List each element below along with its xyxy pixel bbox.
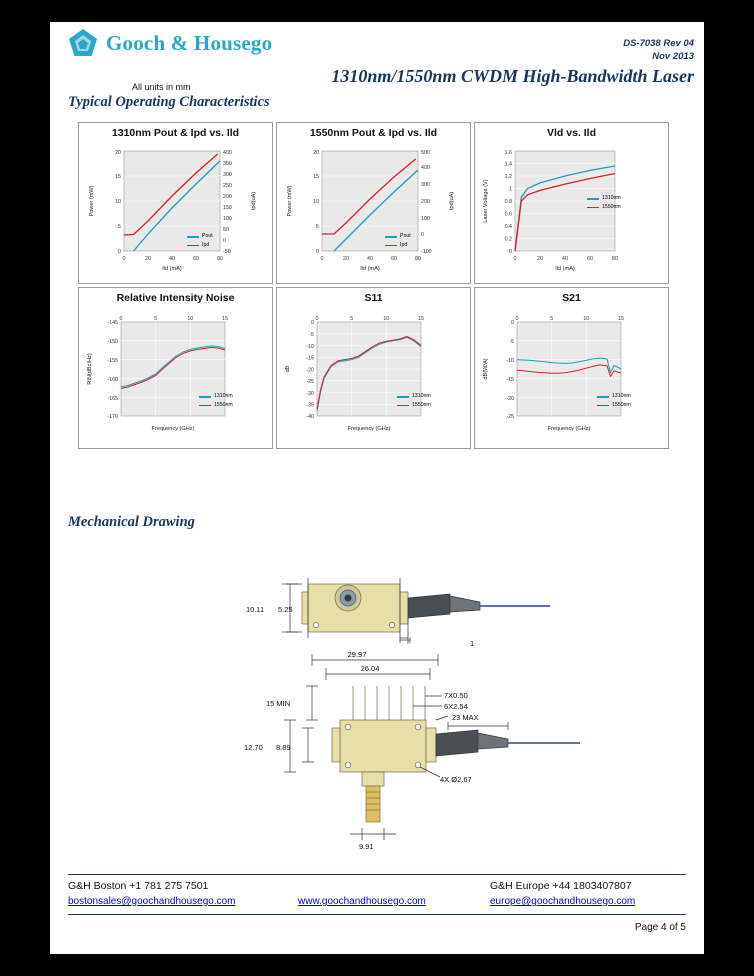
- y-axis-label: dB: [285, 365, 291, 373]
- svg-text:15: 15: [618, 316, 624, 322]
- svg-text:-50: -50: [223, 249, 231, 255]
- svg-text:100: 100: [421, 216, 430, 222]
- svg-text:10: 10: [115, 199, 121, 205]
- chart-legend: [199, 393, 233, 411]
- legend-label: Ipd: [202, 241, 210, 248]
- chart-title: 1550nm Pout & Ipd vs. Ild: [309, 127, 438, 139]
- svg-text:0.4: 0.4: [504, 224, 512, 230]
- chart-card-s21: [474, 287, 669, 449]
- svg-text:10: 10: [383, 316, 390, 322]
- svg-text:40: 40: [562, 256, 568, 262]
- svg-text:-155: -155: [107, 358, 118, 364]
- svg-text:10: 10: [583, 316, 590, 322]
- doc-reference: [623, 38, 694, 64]
- chart-legend: [187, 233, 213, 251]
- svg-text:200: 200: [421, 199, 430, 205]
- svg-text:-170: -170: [107, 414, 118, 420]
- svg-text:0: 0: [311, 320, 314, 326]
- x-axis-label: Frequency (GHz): [547, 426, 591, 432]
- chart-card-1310-pout-ipd: [78, 122, 273, 284]
- svg-text:15: 15: [313, 174, 319, 180]
- dim-10-11-label: 10.11: [246, 605, 265, 614]
- x-axis-label: Frequency (GHz): [151, 426, 195, 432]
- y-axis-label: RIN(dBc/Hz): [87, 353, 93, 385]
- svg-text:-10: -10: [306, 344, 314, 350]
- page-title: 1310nm/1550nm CWDM High-Bandwidth Laser: [331, 66, 694, 86]
- units-note: All units in mm: [132, 82, 191, 92]
- svg-text:20: 20: [313, 150, 319, 156]
- svg-text:15: 15: [115, 174, 121, 180]
- svg-text:15: 15: [418, 316, 424, 322]
- footer-divider-bottom: [68, 914, 686, 915]
- svg-text:60: 60: [587, 256, 593, 262]
- svg-text:5: 5: [550, 316, 554, 322]
- svg-text:500: 500: [421, 150, 430, 156]
- svg-text:200: 200: [223, 194, 232, 200]
- svg-text:60: 60: [391, 256, 397, 262]
- svg-text:0: 0: [122, 256, 126, 262]
- svg-text:50: 50: [223, 227, 229, 233]
- svg-text:20: 20: [145, 256, 151, 262]
- footer-website-link[interactable]: www.goochandhousego.com: [298, 896, 426, 907]
- svg-text:-15: -15: [506, 377, 514, 383]
- chart-plot-area: [475, 141, 668, 282]
- svg-text:10: 10: [187, 316, 194, 322]
- svg-text:20: 20: [537, 256, 543, 262]
- dim-7x0-50-label: 7X0.50: [444, 691, 468, 700]
- dim-6x2-54-label: 6X2.54: [444, 702, 468, 711]
- svg-text:400: 400: [421, 165, 430, 171]
- svg-text:80: 80: [217, 256, 223, 262]
- dim-23-max-label: 23 MAX: [452, 713, 479, 722]
- legend-label: 1310nm: [602, 195, 621, 201]
- svg-text:-30: -30: [306, 391, 314, 397]
- dim-5-25-label: 5.25: [278, 605, 293, 614]
- chart-plot-area: [475, 306, 668, 447]
- svg-text:-35: -35: [306, 402, 314, 409]
- svg-text:-15: -15: [306, 355, 314, 362]
- dim-9-91-label: 9.91: [359, 842, 374, 851]
- chart-legend: [385, 233, 411, 251]
- x-axis-label: Frequency (GHz): [347, 426, 391, 432]
- svg-text:0: 0: [320, 256, 324, 262]
- dim-4x-2-67-label: 4X Ø2.67: [440, 775, 472, 784]
- chart-legend: [597, 393, 631, 411]
- y-axis-label: Laser Voltage (V): [483, 179, 489, 223]
- svg-text:0: 0: [118, 249, 121, 255]
- chart-card-s11: [276, 287, 471, 449]
- section-heading-typical: Typical Operating Characteristics: [68, 94, 270, 110]
- svg-text:5: 5: [154, 316, 158, 322]
- legend-label: Pout: [202, 233, 213, 239]
- chart-plot-area: [79, 306, 272, 447]
- svg-text:0.6: 0.6: [504, 211, 512, 218]
- chart-plot-area: [79, 141, 272, 282]
- y-axis-label: Power (mW): [89, 185, 95, 217]
- x-axis-label: Ild (mA): [360, 266, 380, 272]
- page-number: Page 4 of 5: [634, 922, 686, 933]
- svg-text:350: 350: [223, 161, 232, 167]
- chart-legend: [587, 195, 621, 213]
- legend-label: Pout: [400, 233, 411, 239]
- svg-text:1: 1: [509, 186, 512, 193]
- svg-text:0: 0: [511, 320, 514, 326]
- y-axis-label: dB(W/A): [483, 358, 489, 380]
- svg-text:10: 10: [313, 199, 319, 205]
- legend-label: 1310nm: [214, 393, 233, 399]
- dim-8-89-label: 8.89: [276, 743, 291, 752]
- chart-title: S11: [364, 292, 383, 304]
- chart-card-1550-pout-ipd: [276, 122, 471, 284]
- svg-text:-165: -165: [107, 396, 118, 402]
- chart-card-rin: [78, 287, 273, 449]
- dim-29-97-label: 29.97: [347, 650, 367, 659]
- chart-card-vld-vs-ild: [474, 122, 669, 284]
- svg-text:-25: -25: [506, 414, 514, 420]
- gooch-housego-logo-icon: [68, 28, 98, 58]
- svg-text:100: 100: [223, 216, 232, 222]
- svg-text:1.6: 1.6: [504, 150, 512, 156]
- svg-text:0: 0: [316, 249, 319, 255]
- svg-text:-160: -160: [107, 377, 118, 383]
- chart-plot-area: [277, 306, 470, 447]
- y-axis-label: Power (mW): [287, 185, 293, 217]
- legend-label: 1550nm: [602, 203, 621, 210]
- footer-boston-email-link[interactable]: bostonsales@goochandhousego.com: [68, 896, 236, 907]
- svg-text:5: 5: [118, 224, 121, 230]
- svg-text:400: 400: [223, 150, 232, 156]
- svg-text:0.2: 0.2: [504, 236, 512, 243]
- charts-grid: [78, 122, 674, 452]
- svg-text:150: 150: [223, 205, 232, 211]
- dim-12-70-label: 12.70: [244, 743, 263, 752]
- charts-row-2: [78, 287, 674, 452]
- chart-legend: [397, 393, 431, 411]
- svg-text:5: 5: [316, 224, 319, 230]
- svg-text:-20: -20: [306, 367, 314, 374]
- chart-plot-area: [277, 141, 470, 282]
- svg-text:0.8: 0.8: [504, 199, 512, 205]
- footer-europe-email-link[interactable]: europe@goochandhousego.com: [490, 896, 636, 907]
- svg-text:300: 300: [421, 182, 430, 188]
- chart-title: Relative Intensity Noise: [116, 292, 235, 304]
- svg-text:0: 0: [223, 238, 226, 244]
- svg-text:1.2: 1.2: [504, 174, 512, 180]
- svg-text:-10: -10: [506, 358, 514, 364]
- charts-row-1: [78, 122, 674, 287]
- x-axis-label: Ild (mA): [162, 266, 182, 272]
- dim-26-04-label: 26.04: [360, 664, 380, 673]
- svg-text:250: 250: [223, 183, 232, 189]
- chart-title: 1310nm Pout & Ipd vs. Ild: [111, 127, 240, 139]
- legend-label: 1310nm: [412, 393, 431, 399]
- dim-1-label: 1: [470, 639, 475, 648]
- company-logo: [68, 28, 272, 58]
- legend-label: 1310nm: [612, 393, 631, 399]
- footer-boston: G&H Boston +1 781 275 7501: [68, 880, 209, 892]
- svg-text:1.4: 1.4: [504, 161, 512, 168]
- footer-europe: G&H Europe +44 1803407807: [490, 880, 632, 892]
- legend-label: 1550nm: [214, 401, 233, 408]
- y2-axis-label: Ipd(uA): [251, 191, 257, 211]
- svg-text:-20: -20: [506, 396, 514, 402]
- document-page: [50, 22, 704, 954]
- svg-text:40: 40: [367, 256, 373, 262]
- svg-text:80: 80: [612, 256, 618, 262]
- svg-text:-5: -5: [509, 339, 514, 345]
- svg-text:20: 20: [115, 150, 121, 156]
- svg-text:-100: -100: [421, 249, 432, 255]
- svg-text:0: 0: [119, 316, 123, 322]
- svg-text:-40: -40: [306, 414, 314, 420]
- section-heading-mechanical: Mechanical Drawing: [68, 514, 195, 530]
- y2-axis-label: Ipd(uA): [449, 191, 455, 211]
- chart-title: S21: [562, 292, 581, 304]
- svg-text:-145: -145: [107, 320, 118, 326]
- svg-text:15: 15: [222, 316, 228, 322]
- legend-label: Ipd: [400, 241, 408, 248]
- svg-text:5: 5: [350, 316, 354, 322]
- svg-text:0: 0: [315, 316, 319, 322]
- company-name: Gooch & Housego: [106, 30, 273, 55]
- svg-text:20: 20: [343, 256, 349, 262]
- doc-date: Nov 2013: [652, 50, 694, 62]
- svg-text:-25: -25: [306, 379, 314, 385]
- svg-text:0: 0: [513, 256, 517, 262]
- doc-code: DS-7038 Rev 04: [623, 38, 694, 49]
- svg-text:0: 0: [421, 232, 424, 238]
- svg-text:40: 40: [169, 256, 175, 262]
- svg-text:300: 300: [223, 172, 232, 178]
- svg-text:80: 80: [415, 256, 421, 262]
- svg-text:-5: -5: [309, 332, 314, 338]
- chart-title: Vld vs. Ild: [546, 127, 596, 139]
- svg-text:0: 0: [509, 249, 512, 255]
- svg-text:60: 60: [193, 256, 199, 262]
- x-axis-label: Ild (mA): [555, 266, 575, 272]
- svg-text:-150: -150: [107, 339, 118, 345]
- dim-15-min-label: 15 MIN: [266, 699, 291, 708]
- footer-divider-top: [68, 874, 686, 875]
- mechanical-drawing: [50, 534, 704, 874]
- svg-text:0: 0: [515, 316, 519, 322]
- legend-label: 1550nm: [612, 401, 631, 408]
- legend-label: 1550nm: [412, 401, 431, 408]
